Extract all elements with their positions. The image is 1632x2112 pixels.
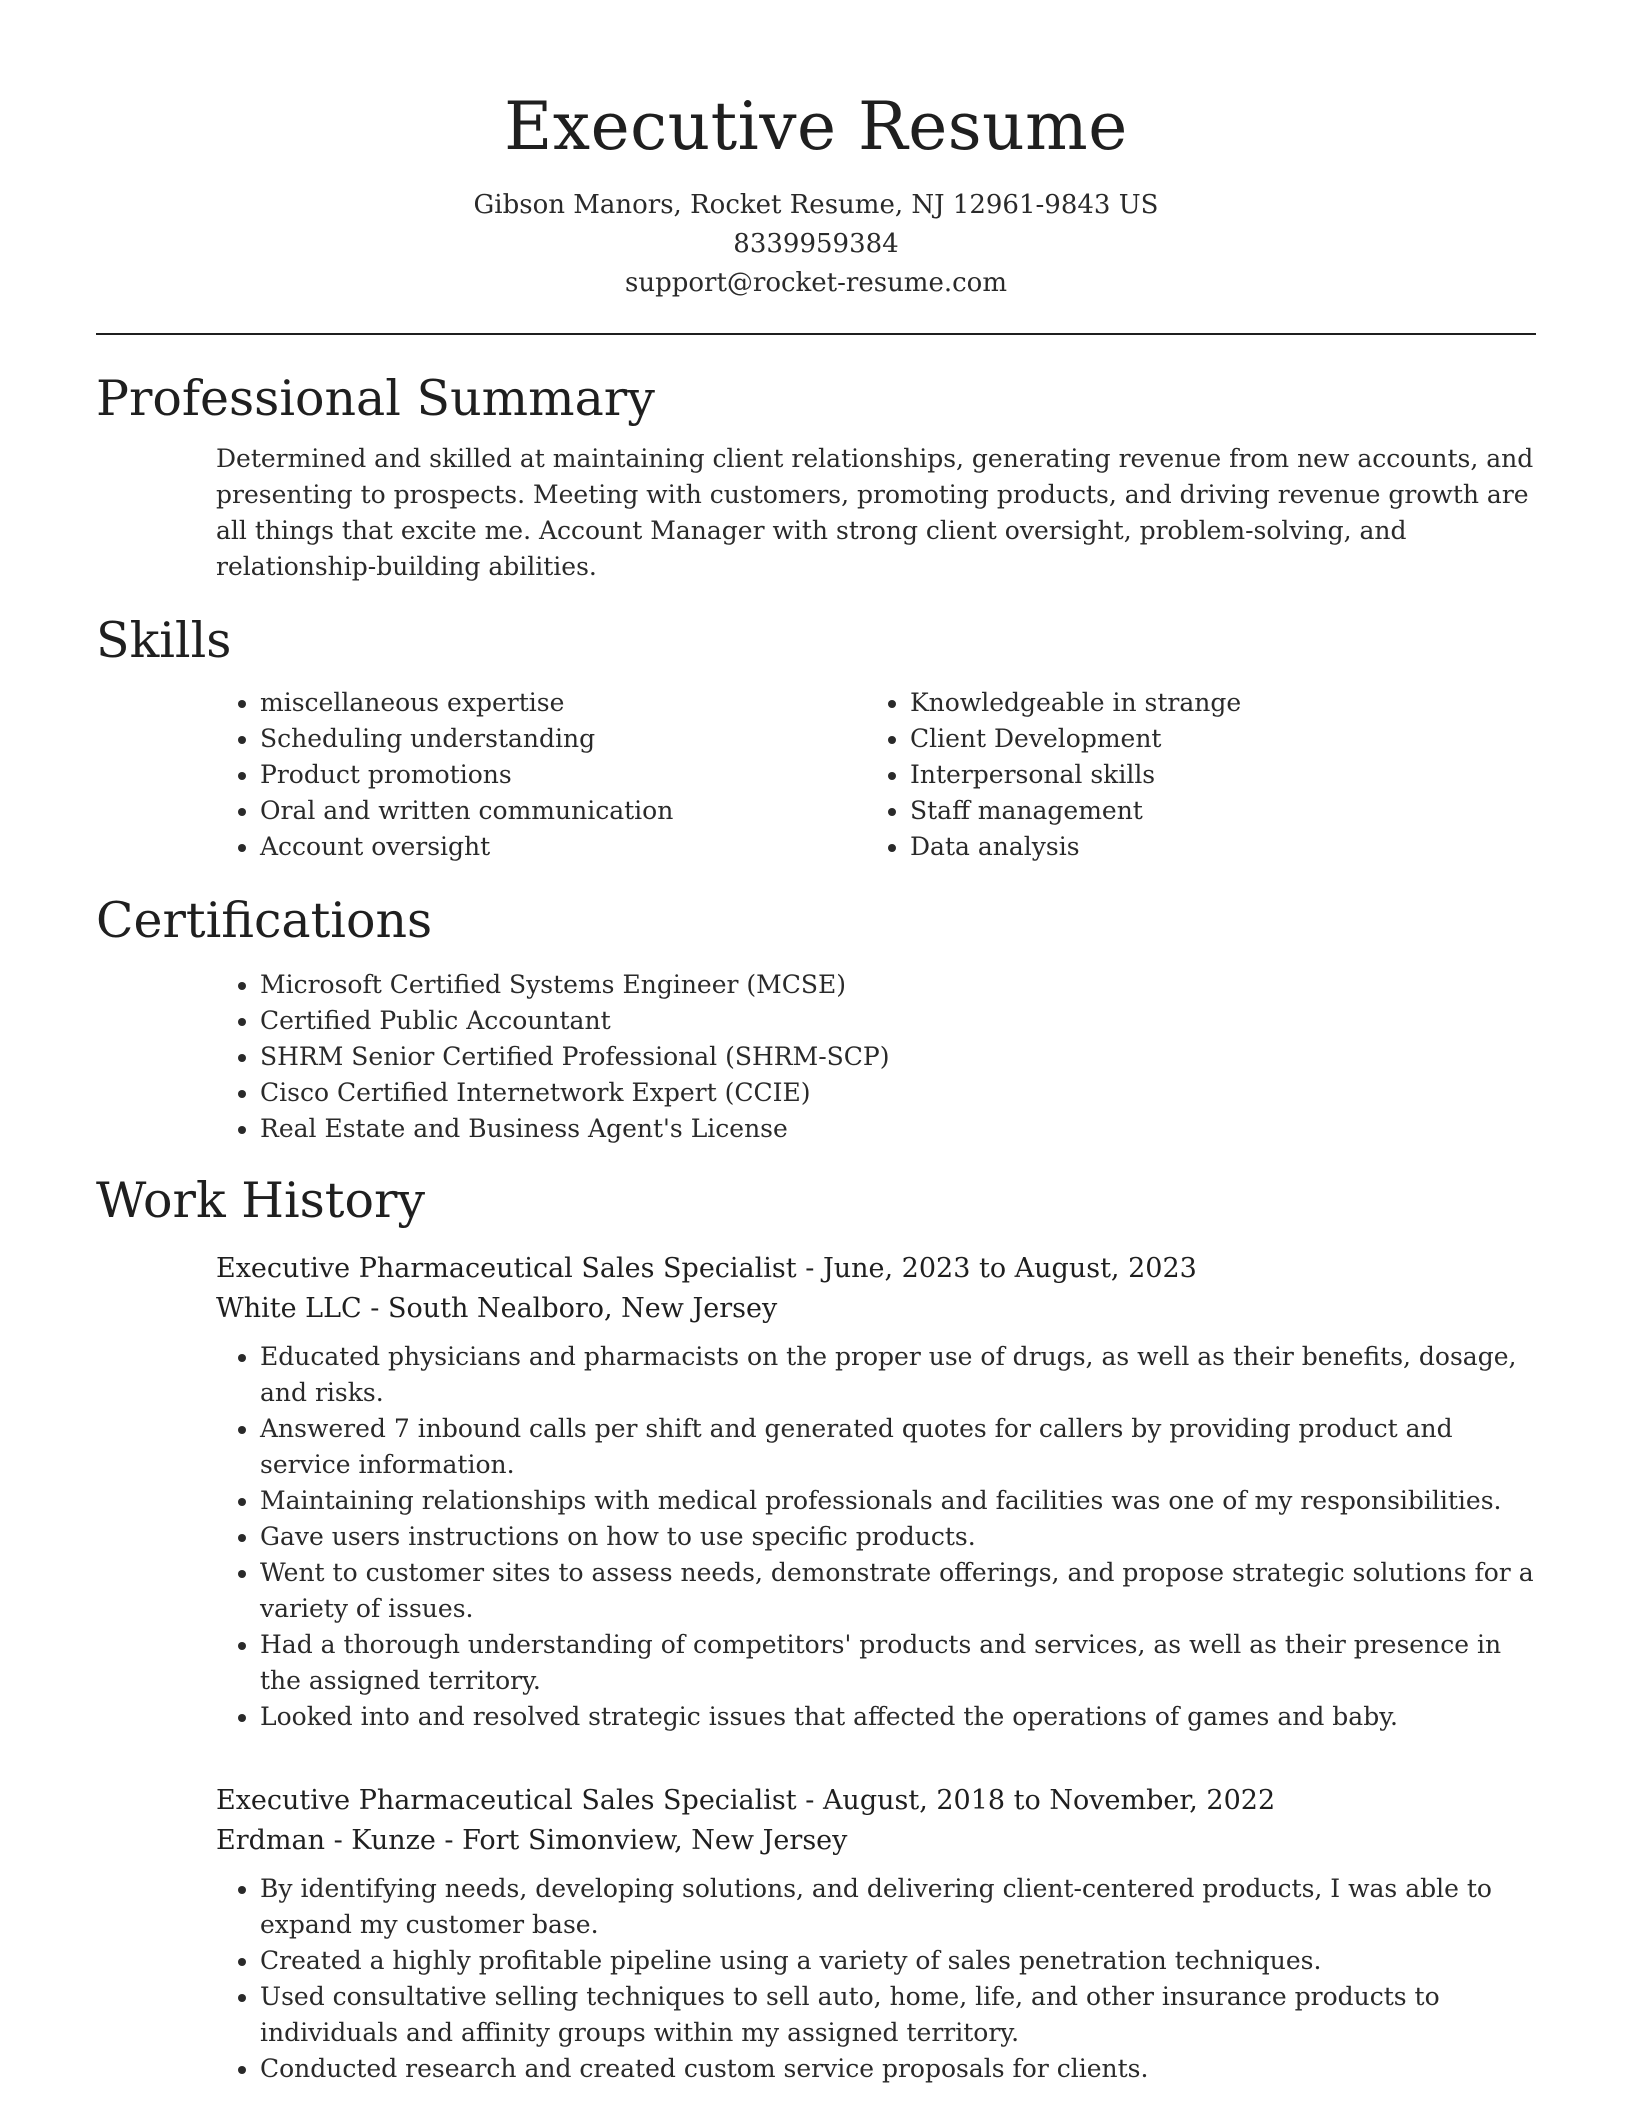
contact-email[interactable]: support@rocket-resume.com: [624, 268, 1007, 298]
job-title: Executive Pharmaceutical Sales Specialist: [216, 1785, 797, 1816]
job-bullet: • Had a thorough understanding of competitors' products and services, as well as their presence in the assigned territory.: [260, 1627, 1536, 1699]
skills-section: [0, 611, 1632, 865]
skill-item: • Knowledgeable in strange: [910, 685, 1516, 721]
job-bullet: • Gave users instructions on how to use specific products.: [260, 1519, 1536, 1555]
job-bullet: • Looked into and resolved strategic issues that affected the operations of games and baby.: [260, 1699, 1536, 1735]
contact-phone: 8339959384: [733, 229, 899, 259]
job-title-line: Executive Pharmaceutical Sales Specialist - June, 2023 to August, 2023: [216, 1253, 1197, 1284]
job-location: South Nealboro, New Jersey: [388, 1293, 778, 1324]
job-entry: [216, 1781, 1536, 2087]
resume-title: Executive Resume: [504, 88, 1128, 165]
job-entry: [216, 1249, 1536, 1735]
job-dates: June, 2023 to August, 2023: [822, 1253, 1197, 1284]
job-bullets: [216, 1871, 1536, 2087]
certification-item: • Real Estate and Business Agent's License: [260, 1111, 1536, 1147]
skill-item: • miscellaneous expertise: [260, 685, 866, 721]
skill-item: • Account oversight: [260, 829, 866, 865]
header-divider: [96, 333, 1536, 335]
skills-column-right: [866, 685, 1516, 865]
skills-list-left: [216, 685, 866, 865]
skill-item: • Oral and written communication: [260, 793, 866, 829]
certification-item: • Certified Public Accountant: [260, 1003, 1536, 1039]
skill-item: • Client Development: [910, 721, 1516, 757]
skill-item: • Scheduling understanding: [260, 721, 866, 757]
skill-item: • Interpersonal skills: [910, 757, 1516, 793]
skill-item: • Product promotions: [260, 757, 866, 793]
skills-column-left: [216, 685, 866, 865]
skills-grid: [216, 685, 1536, 865]
summary-heading: Professional Summary: [96, 370, 655, 427]
certifications-list-wrap: [216, 967, 1536, 1147]
certification-item: • Microsoft Certified Systems Engineer (MCSE): [260, 967, 1536, 1003]
job-company: Erdman - Kunze: [216, 1825, 436, 1856]
job-bullet: • Went to customer sites to assess needs, demonstrate offerings, and propose strategic solutions for a variety of issues.: [260, 1555, 1536, 1627]
skills-heading: Skills: [96, 612, 232, 669]
job-company: White LLC: [216, 1293, 362, 1324]
job-title-line: Executive Pharmaceutical Sales Specialist - August, 2018 to November, 2022: [216, 1785, 1276, 1816]
job-company-line: White LLC - South Nealboro, New Jersey: [216, 1293, 778, 1324]
job-bullet: • Educated physicians and pharmacists on the proper use of drugs, as well as their benefits, dosage, and risks.: [260, 1339, 1536, 1411]
summary-section: [0, 369, 1632, 585]
work-history-heading: Work History: [96, 1172, 426, 1229]
job-company-line: Erdman - Kunze - Fort Simonview, New Jersey: [216, 1825, 848, 1856]
job-bullet: • Answered 7 inbound calls per shift and generated quotes for callers by providing product and service information.: [260, 1411, 1536, 1483]
job-dates: August, 2018 to November, 2022: [822, 1785, 1276, 1816]
work-history-section: [0, 1171, 1632, 2087]
job-title: Executive Pharmaceutical Sales Specialist: [216, 1253, 797, 1284]
job-bullet: • Created a highly profitable pipeline using a variety of sales penetration techniques.: [260, 1943, 1536, 1979]
certification-item: • Cisco Certified Internetwork Expert (CCIE): [260, 1075, 1536, 1111]
job-bullet: • Maintaining relationships with medical professionals and facilities was one of my responsibilities.: [260, 1483, 1536, 1519]
certification-item: • SHRM Senior Certified Professional (SHRM-SCP): [260, 1039, 1536, 1075]
job-location: Fort Simonview, New Jersey: [462, 1825, 848, 1856]
job-bullet: • Conducted research and created custom service proposals for clients.: [260, 2051, 1536, 2087]
skill-item: • Staff management: [910, 793, 1516, 829]
certifications-list: [216, 967, 1536, 1147]
contact-block: [0, 186, 1632, 303]
skills-list-right: [866, 685, 1516, 865]
skill-item: • Data analysis: [910, 829, 1516, 865]
certifications-heading: Certifications: [96, 892, 433, 949]
job-bullets: [216, 1339, 1536, 1735]
job-bullet: • Used consultative selling techniques to sell auto, home, life, and other insurance products to individuals and affinity groups within my assigned territory.: [260, 1979, 1536, 2051]
certifications-section: [0, 891, 1632, 1147]
resume-header: [0, 0, 1632, 303]
summary-text: Determined and skilled at maintaining client relationships, generating revenue from new accounts, and presenting to prospects. Meeting with customers, promoting products, and driving revenue growth are all things that excite me. Account Manager with strong client oversight, problem-solving, and relationship-building abilities.: [216, 444, 1534, 581]
contact-address: Gibson Manors, Rocket Resume, NJ 12961-9843 US: [473, 190, 1159, 220]
job-bullet: • By identifying needs, developing solutions, and delivering client-centered products, I was able to expand my customer base.: [260, 1871, 1536, 1943]
